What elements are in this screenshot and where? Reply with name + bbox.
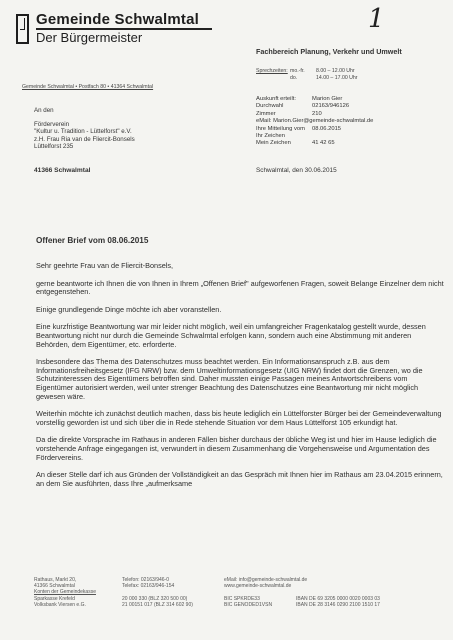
letter-body (36, 262, 446, 497)
body-paragraph: Eine kurzfristige Beantwortung war mir leider nicht möglich, weil ein umfangreicher Fragenkatalog gestellt wurde, dessen Beantwortung nicht nur durch die Gemeinde Schwalmtal erfolgen kann, sondern auch eine Abstimmung mit anderen Behörden, dem Eigentümer, etc. erforderte. (36, 322, 426, 349)
letter-date: Schwalmtal, den 30.06.2015 (256, 167, 337, 174)
footer-line: Sparkasse Krefeld (34, 595, 75, 602)
footer-phone-column (122, 577, 193, 608)
footer-address-column (34, 577, 96, 608)
footer-line: BIC GENODED1VSN (224, 601, 273, 608)
contact-key: Ihr Zeichen (256, 133, 285, 140)
recipient-line: "Kultur u. Tradition - Lüttelforst" e.V. (34, 128, 132, 136)
hours-day: do. (290, 74, 298, 81)
body-paragraph: An dieser Stelle darf ich aus Gründen der Vollständigkeit an das Gespräch mit Ihnen hier im Rathaus am 23.04.2015 erinnern, an dem Sie ausführten, dass Ihre „aufmerksame (36, 470, 443, 488)
footer-line: Konten der Gemeindekasse (34, 589, 96, 596)
body-paragraph: gerne beantworte ich Ihnen die von Ihnen in Ihrem „Offenen Brief" aufgeworfenen Fragen, soweit Belange Einzelner dem nicht entgegenstehen. (36, 278, 444, 297)
letter-subject: Offener Brief vom 08.06.2015 (36, 236, 149, 245)
recipient-city: 41366 Schwalmtal (34, 167, 91, 174)
org-name: Gemeinde Schwalmtal (36, 11, 200, 28)
hours-day: mo.-fr. (290, 68, 305, 74)
recipient-line: Lüttelforst 235 (34, 143, 74, 151)
footer-web-column (224, 577, 307, 608)
footer-line: Volksbank Viersen e.G. (34, 601, 86, 608)
hours-time: 8.00 – 12.00 Uhr (316, 68, 355, 74)
body-paragraph: Insbesondere das Thema des Datenschutzes muss beachtet werden. Ein Informationsanspruch z.B. aus dem Informationsfreiheitsgesetz (IFG NRW) bzw. dem Umweltinformationsgesetz (UIG NRW) findet dort die Grenzen, wo die Schutzinteressen des Eigentümers betroffen sind. Daher mussten einige Passagen meines Antwortschreibens vom Eigentümer autorisiert werden, weil unter strenger Beachtung des Datenschutzes eine Beantwortung mir nicht möglich gewesen wäre. (36, 357, 423, 401)
footer-line: IBAN DE 69 3205 0000 0020 0003 03 (296, 595, 380, 602)
recipient-line: An den (34, 107, 54, 114)
contact-value: Marion Gier (312, 96, 343, 102)
contact-value: 08.06.2015 (312, 125, 342, 132)
municipality-logo (16, 14, 29, 44)
contact-email[interactable]: Marion.Gier@gemeinde-schwalmtal.de (273, 118, 374, 125)
footer-email[interactable]: eMail: info@gemeinde-schwalmtal.de (224, 577, 308, 583)
body-paragraph: Weiterhin möchte ich zunächst deutlich machen, dass bis heute lediglich ein Lüttelforster Bürger bei der Gemeindeverwaltung vorstellig geworden ist und sich über die in Rede stehende Situation vor dem Haus Lüttelforst 105 erkundigt hat. (36, 409, 442, 427)
footer-line: BIC SPKRDE33 (224, 595, 260, 602)
footer-line: IBAN DE 28 3146 0290 2100 1510 17 (296, 601, 380, 608)
contact-key: eMail: (256, 118, 272, 125)
contact-key: Zimmer (256, 110, 276, 117)
footer-iban-column (296, 577, 380, 608)
contact-value: 02163/946126 (312, 103, 350, 110)
recipient-address (34, 107, 135, 151)
contact-value: 41 42 65 (312, 140, 335, 147)
recipient-line: Förderverein (34, 120, 70, 128)
contact-key: Ihre Mitteilung vom (256, 125, 305, 132)
body-paragraph: Da die direkte Vorsprache im Rathaus in anderen Fällen bisher durchaus der übliche Weg ist und hier im Hause lediglich die vorstehende Anfrage eingegangen ist, verwundert in diesem Zusammenhang die Vorgehensweise und Argumentation des Fördervereins. (36, 435, 437, 462)
salutation: Sehr geehrte Frau van de Fliercit-Bonsels, (36, 261, 174, 270)
footer-line: Rathaus, Markt 20, (34, 577, 77, 583)
footer-line: 20 000 330 (BLZ 320 500 00) (122, 595, 188, 602)
office-hours (256, 68, 358, 81)
contact-key: Auskunft erteilt: (256, 96, 296, 102)
footer-line: Telefon: 02163/946-0 (122, 577, 169, 583)
footer-website[interactable]: www.gemeinde-schwalmtal.de (224, 583, 292, 590)
footer-line: 41366 Schwalmtal (34, 583, 75, 590)
footer-line: Telefax: 02163/946-154 (122, 583, 175, 590)
body-paragraph: Einige grundlegende Dinge möchte ich aber voranstellen. (36, 304, 222, 314)
recipient-line: z.H. Frau Ria van de Fliercit-Bonsels (34, 135, 135, 143)
footer-line: 21 00151 017 (BLZ 314 602 90) (122, 601, 193, 608)
hours-label: Sprechzeiten: (256, 68, 288, 74)
contact-value: 210 (312, 110, 322, 117)
contact-block (256, 96, 373, 148)
department-title: Fachbereich Planung, Verkehr und Umwelt (256, 47, 402, 56)
sender-return-line: Gemeinde Schwalmtal • Postfach 80 • 41364 Schwalmtal (22, 84, 154, 90)
org-subtitle: Der Bürgermeister (36, 30, 143, 45)
contact-key: Durchwahl (256, 103, 284, 110)
contact-key: Mein Zeichen (256, 140, 291, 147)
handwritten-page-number: 1 (368, 4, 385, 34)
hours-time: 14.00 – 17.00 Uhr (316, 74, 358, 81)
